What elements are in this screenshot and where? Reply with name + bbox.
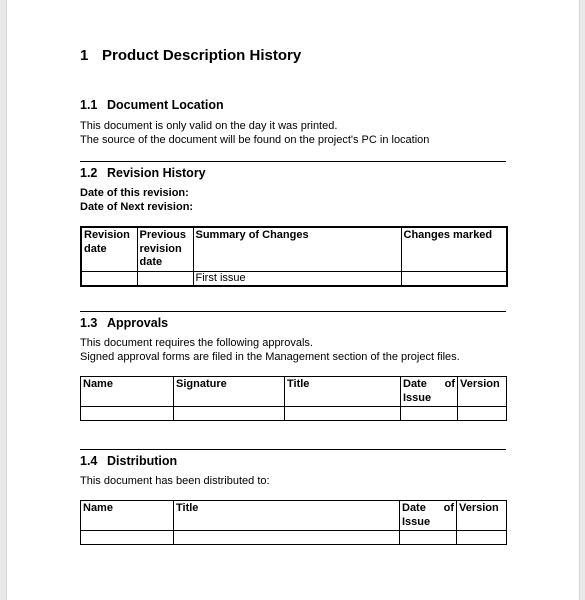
table-cell[interactable] [81, 531, 174, 545]
document-page [6, 0, 580, 600]
table-cell[interactable] [81, 271, 137, 286]
column-header-title: Title [285, 377, 401, 407]
table-cell[interactable] [137, 271, 193, 286]
column-header-date-of-issue: Date of Issue [400, 501, 457, 531]
section-heading-revision-history: 1.2 Revision History [80, 166, 206, 180]
document-location-text: This document is only valid on the day it was printed. The source of the document will be found on the project's PC in location [80, 120, 430, 146]
section-heading-distribution: 1.4 Distribution [80, 454, 178, 468]
table-row [81, 271, 507, 286]
column-header-changes-marked: Changes marked [401, 227, 507, 271]
column-header-revision-date: Revision date [81, 227, 137, 271]
table-cell[interactable] [401, 407, 458, 421]
section-divider [80, 311, 506, 312]
distribution-text: This document has been distributed to: [80, 475, 270, 487]
column-header-signature: Signature [174, 377, 285, 407]
table-cell[interactable] [174, 407, 285, 421]
revision-history-table [80, 226, 508, 287]
column-header-version: Version [457, 501, 507, 531]
column-header-date-of-issue: Date of Issue [401, 377, 458, 407]
column-header-summary-of-changes: Summary of Changes [193, 227, 401, 271]
section-divider [80, 449, 506, 450]
section-divider [80, 161, 506, 162]
table-cell[interactable] [81, 407, 174, 421]
column-header-name: Name [81, 501, 174, 531]
column-header-previous-revision-date: Previous revision date [137, 227, 193, 271]
table-cell[interactable] [400, 531, 457, 545]
approvals-text: This document requires the following approvals. Signed approval forms are filed in the Management section of the project files. [80, 337, 460, 363]
section-heading-document-location: 1.1 Document Location [80, 98, 224, 112]
table-header-row [81, 377, 507, 407]
table-row [81, 407, 507, 421]
table-cell[interactable]: First issue [193, 271, 401, 286]
table-cell[interactable] [458, 407, 507, 421]
table-cell[interactable] [457, 531, 507, 545]
section-heading-approvals: 1.3 Approvals [80, 316, 169, 330]
approvals-table [80, 376, 507, 421]
column-header-name: Name [81, 377, 174, 407]
column-header-version: Version [458, 377, 507, 407]
table-cell[interactable] [285, 407, 401, 421]
revision-dates: Date of this revision: Date of Next revision: [80, 187, 194, 213]
table-row [81, 531, 507, 545]
table-cell[interactable] [174, 531, 400, 545]
table-header-row [81, 227, 507, 271]
table-header-row [81, 501, 507, 531]
table-cell[interactable] [401, 271, 507, 286]
page-title: 1 Product Description History [80, 47, 302, 64]
column-header-title: Title [174, 501, 400, 531]
distribution-table [80, 500, 507, 545]
